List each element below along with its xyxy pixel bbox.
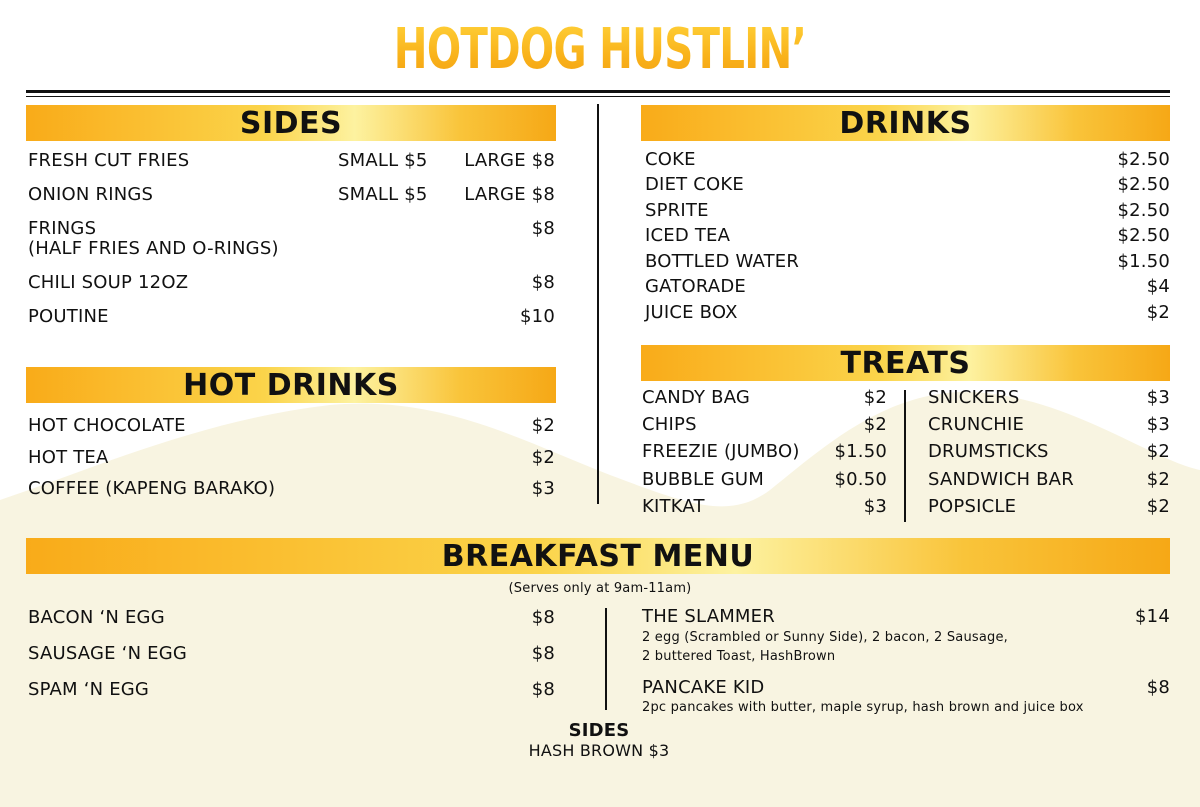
menu-item-note: (HALF FRIES AND O-RINGS) xyxy=(28,238,279,259)
menu-item-name: CANDY BAG xyxy=(642,387,751,408)
treats-heading-band xyxy=(641,345,1170,381)
menu-item-name: DIET COKE xyxy=(645,174,744,195)
menu-item-name: FRESH CUT FRIES xyxy=(28,150,190,171)
menu-item-name: BUBBLE GUM xyxy=(642,469,764,490)
menu-item-name: SAUSAGE ‘N EGG xyxy=(28,643,188,664)
breakfast-sides-heading: SIDES xyxy=(568,720,630,741)
menu-item-name: CRUNCHIE xyxy=(928,414,1025,435)
title-divider-thin xyxy=(26,96,1170,97)
menu-item-name: SPRITE xyxy=(645,200,709,221)
menu-item-price: $2 xyxy=(1146,302,1170,323)
menu-item-name: PANCAKE KID xyxy=(642,677,765,698)
title-divider xyxy=(26,90,1170,93)
menu-item-price: $2.50 xyxy=(1117,174,1170,195)
menu-item-small-price: SMALL $5 xyxy=(338,184,428,205)
menu-item-name: ICED TEA xyxy=(645,225,731,246)
menu-item-price: $3 xyxy=(531,478,555,499)
menu-item-name: SPAM ‘N EGG xyxy=(28,679,150,700)
column-divider xyxy=(597,104,599,504)
breakfast-hours-note: (Serves only at 9am-11am) xyxy=(508,581,692,596)
menu-item-name: BACON ‘N EGG xyxy=(28,607,165,628)
menu-item-price: $8 xyxy=(1146,677,1170,698)
menu-item-name: CHILI SOUP 12OZ xyxy=(28,272,189,293)
menu-item-price: $0.50 xyxy=(834,469,887,490)
menu-item-price: $1.50 xyxy=(1117,251,1170,272)
menu-item-name: GATORADE xyxy=(645,276,746,297)
menu-item-price: $8 xyxy=(531,607,555,628)
menu-item-price: $2.50 xyxy=(1117,200,1170,221)
menu-item-description: 2 egg (Scrambled or Sunny Side), 2 bacon, 2 Sausage, xyxy=(642,630,1009,645)
menu-item-price: $3 xyxy=(863,496,887,517)
menu-item-price: $2.50 xyxy=(1117,225,1170,246)
sides-heading-band xyxy=(26,105,556,141)
menu-item-price: $1.50 xyxy=(834,441,887,462)
menu-item-price: $2 xyxy=(1146,496,1170,517)
menu-item-price: $2 xyxy=(863,387,887,408)
menu-item-name: DRUMSTICKS xyxy=(928,441,1049,462)
menu-item-name: KITKAT xyxy=(642,496,705,517)
menu-item-price: $8 xyxy=(531,679,555,700)
menu-item-price: $8 xyxy=(531,643,555,664)
menu-item-name: FREEZIE (JUMBO) xyxy=(642,441,800,462)
menu-item-price: $2 xyxy=(1146,469,1170,490)
menu-item-price: $2 xyxy=(531,447,555,468)
menu-item-large-price: LARGE $8 xyxy=(464,184,555,205)
menu-item-name: ONION RINGS xyxy=(28,184,154,205)
menu-item-name: BOTTLED WATER xyxy=(645,251,800,272)
menu-item-name: COKE xyxy=(645,149,696,170)
menu-item-description: 2 buttered Toast, HashBrown xyxy=(642,649,836,664)
menu-item-price: $8 xyxy=(531,272,555,293)
menu-item-name: POPSICLE xyxy=(928,496,1017,517)
menu-item-price: $2 xyxy=(531,415,555,436)
menu-item-name: SNICKERS xyxy=(928,387,1020,408)
page-title: HOTDOG HUSTLIN’ xyxy=(168,18,1032,82)
drinks-heading: DRINKS xyxy=(839,105,972,141)
menu-item-price: $10 xyxy=(520,306,555,327)
menu-item-small-price: SMALL $5 xyxy=(338,150,428,171)
hot-drinks-heading: HOT DRINKS xyxy=(183,367,399,403)
menu-item-name: CHIPS xyxy=(642,414,697,435)
breakfast-heading: BREAKFAST MENU xyxy=(441,538,755,574)
drinks-heading-band xyxy=(641,105,1170,141)
menu-item-name: HOT CHOCOLATE xyxy=(28,415,186,436)
menu-item-large-price: LARGE $8 xyxy=(464,150,555,171)
menu-item-price: $2 xyxy=(1146,441,1170,462)
menu-item-price: $3 xyxy=(1146,414,1170,435)
breakfast-heading-band xyxy=(26,538,1170,574)
breakfast-sides-item: HASH BROWN $3 xyxy=(528,741,670,760)
treats-divider xyxy=(904,390,906,522)
menu-item-price: $2.50 xyxy=(1117,149,1170,170)
menu-item-price: $8 xyxy=(531,218,555,239)
hot-drinks-heading-band xyxy=(26,367,556,403)
menu-item-name: SANDWICH BAR xyxy=(928,469,1074,490)
menu-item-name: JUICE BOX xyxy=(645,302,738,323)
menu-item-name: FRINGS xyxy=(28,218,97,239)
menu-item-name: COFFEE (KAPENG BARAKO) xyxy=(28,478,276,499)
menu-item-description: 2pc pancakes with butter, maple syrup, hash brown and juice box xyxy=(642,700,1084,715)
menu-item-price: $2 xyxy=(863,414,887,435)
treats-heading: TREATS xyxy=(840,345,971,381)
menu-item-price: $4 xyxy=(1146,276,1170,297)
menu-item-name: THE SLAMMER xyxy=(642,606,775,627)
menu-item-name: HOT TEA xyxy=(28,447,109,468)
menu-item-price: $14 xyxy=(1135,606,1170,627)
menu-item-name: POUTINE xyxy=(28,306,109,327)
menu-item-price: $3 xyxy=(1146,387,1170,408)
sides-heading: SIDES xyxy=(239,105,343,141)
breakfast-divider xyxy=(605,608,607,710)
